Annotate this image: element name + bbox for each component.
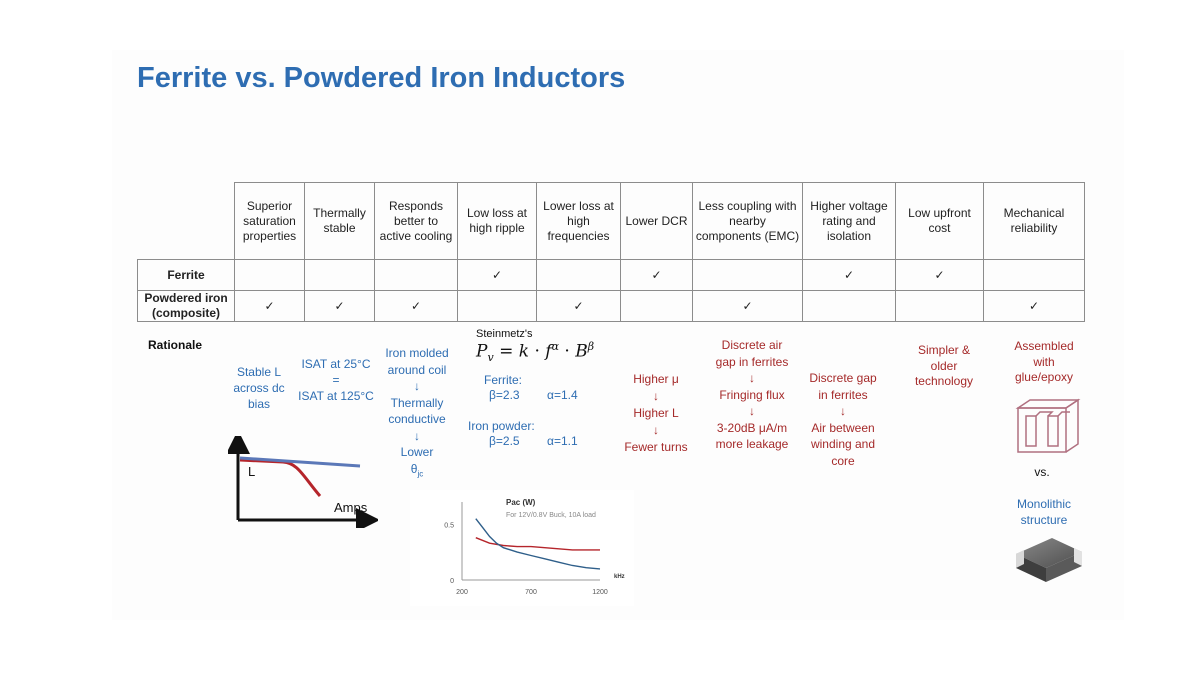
- ferrite-beta: β=2.3: [489, 388, 520, 402]
- table-header-cell: Thermally stable: [305, 183, 375, 260]
- arrow-down-icon: ↓: [840, 404, 846, 418]
- x-tick-label: 700: [525, 589, 537, 596]
- table-corner: [138, 183, 235, 260]
- check-cell: ✓: [621, 260, 693, 291]
- rationale-line: across dc: [233, 381, 285, 395]
- rationale-line: Fewer turns: [624, 440, 688, 454]
- check-cell: ✓: [235, 291, 305, 322]
- check-cell: [375, 260, 458, 291]
- rationale-thermal: [293, 356, 379, 404]
- table-header-cell: Superior saturation properties: [235, 183, 305, 260]
- check-cell: ✓: [984, 291, 1085, 322]
- rationale-line: Stable L: [236, 365, 282, 379]
- rationale-line: gap in ferrites: [715, 354, 789, 369]
- comparison-table: [137, 182, 1085, 322]
- table-header-cell: Lower DCR: [621, 183, 693, 260]
- check-cell: ✓: [803, 260, 896, 291]
- y-tick-label: 0: [450, 578, 454, 585]
- rationale-saturation: [226, 364, 292, 412]
- smd-inductor-icon: [1008, 532, 1088, 588]
- check-cell: [305, 260, 375, 291]
- rationale-line: structure: [1020, 513, 1068, 527]
- check-cell: ✓: [458, 260, 537, 291]
- rationale-heading: Rationale: [148, 338, 203, 352]
- rationale-line: 3-20dB μA/m: [716, 420, 788, 435]
- powder-beta: β=2.5: [489, 434, 520, 448]
- table-header-cell: Higher voltage rating and isolation: [803, 183, 896, 260]
- arrow-down-icon: ↓: [414, 428, 420, 443]
- arrow-down-icon: ↓: [653, 389, 659, 403]
- rationale-line: Higher μ: [633, 372, 679, 386]
- rationale-line: more leakage: [715, 437, 789, 451]
- ferrite-label: Ferrite:: [484, 373, 523, 387]
- theta-jc: $\theta_{jc}$: [410, 461, 424, 478]
- rationale-line: ISAT at 25°C: [301, 357, 371, 371]
- check-cell: [621, 291, 693, 322]
- arrow-down-icon: ↓: [414, 379, 420, 393]
- rationale-line: in ferrites: [818, 387, 868, 402]
- rationale-voltage: [800, 370, 886, 469]
- x-axis-unit: kHz: [614, 574, 625, 580]
- rationale-line: Air between: [811, 420, 875, 435]
- x-tick-label: 1200: [592, 589, 608, 596]
- rationale-line: Discrete air: [721, 338, 783, 352]
- rationale-line: core: [831, 453, 855, 468]
- rationale-line: Higher L: [633, 406, 679, 420]
- amps-axis-label: Amps: [334, 500, 368, 515]
- rationale-line: Thermally: [390, 395, 444, 410]
- check-cell: ✓: [537, 291, 621, 322]
- rationale-emc: [704, 337, 800, 453]
- row-label-powdered-iron: [138, 291, 235, 322]
- rationale-line: bias: [247, 397, 270, 411]
- check-cell: [693, 260, 803, 291]
- series-line-0: [476, 538, 600, 550]
- rationale-line: Simpler &: [917, 343, 970, 357]
- rationale-line: Lower: [400, 445, 434, 459]
- arrow-down-icon: ↓: [653, 423, 659, 437]
- rationale-line: Iron molded: [385, 346, 449, 360]
- rationale-line: with: [1033, 354, 1055, 369]
- rationale-line: Discrete gap: [809, 371, 877, 385]
- y-tick-label: 0.5: [444, 522, 454, 530]
- steinmetz-formula: $P_v = k \cdot f^\alpha \cdot B^\beta$: [476, 340, 595, 365]
- rationale-line: Assembled: [1014, 339, 1074, 353]
- table-row-ferrite: [138, 260, 1085, 291]
- vs-label: vs.: [1034, 465, 1050, 479]
- monolithic-label: [1000, 496, 1088, 528]
- check-cell: [235, 260, 305, 291]
- table-header-cell: Low loss at high ripple: [458, 183, 537, 260]
- table-row-powdered-iron: [138, 291, 1085, 322]
- rationale-line: conductive: [388, 412, 446, 426]
- page-title: Ferrite vs. Powdered Iron Inductors: [137, 62, 626, 94]
- check-cell: ✓: [896, 260, 984, 291]
- check-cell: ✓: [375, 291, 458, 322]
- arrow-down-icon: ↓: [749, 371, 755, 385]
- check-cell: [537, 260, 621, 291]
- ferrite-alpha: α=1.4: [547, 388, 578, 402]
- table-header-cell: Mechanical reliability: [984, 183, 1085, 260]
- rationale-line: older: [930, 358, 958, 373]
- table-header-cell: Responds better to active cooling: [375, 183, 458, 260]
- check-cell: ✓: [305, 291, 375, 322]
- row-label-ferrite: Ferrite: [138, 260, 235, 291]
- arrow-down-icon: ↓: [749, 404, 755, 418]
- steinmetz-label: Steinmetz's: [476, 328, 533, 340]
- table-header-row: [138, 183, 1085, 260]
- rationale-line: winding and: [810, 437, 876, 451]
- table-header-cell: Low upfront cost: [896, 183, 984, 260]
- pac-loss-chart: [410, 490, 634, 606]
- table-header-cell: Lower loss at high frequencies: [537, 183, 621, 260]
- rationale-line: Monolithic: [1016, 497, 1072, 511]
- inductance-vs-current-sketch: [228, 436, 378, 528]
- check-cell: [896, 291, 984, 322]
- rationale-mechanical: [1000, 339, 1088, 386]
- rationale-line: around coil: [387, 362, 447, 377]
- chart-subtitle: For 12V/0.8V Buck, 10A load: [506, 512, 596, 519]
- rationale-line: glue/epoxy: [1014, 370, 1074, 384]
- l-axis-label: L: [248, 464, 256, 479]
- check-cell: [458, 291, 537, 322]
- rationale-dcr: [615, 371, 697, 456]
- x-tick-label: 200: [456, 589, 468, 596]
- rationale-line: technology: [914, 374, 974, 388]
- rationale-cost: [901, 343, 987, 390]
- check-cell: [803, 291, 896, 322]
- powder-label: Iron powder:: [468, 419, 535, 433]
- row-label-line: (composite): [151, 306, 220, 320]
- check-cell: ✓: [693, 291, 803, 322]
- chart-title: Pac (W): [506, 498, 536, 507]
- rationale-line: Fringing flux: [719, 387, 785, 402]
- powder-alpha: α=1.1: [547, 434, 578, 448]
- rationale-line: ISAT at 125°C: [298, 389, 374, 403]
- e-core-icon: [1012, 398, 1084, 456]
- check-cell: [984, 260, 1085, 291]
- row-label-line: Powdered iron: [144, 291, 228, 305]
- table-header-cell: Less coupling with nearby components (EMC): [693, 183, 803, 260]
- rationale-cooling: [376, 345, 458, 482]
- rationale-line: =: [332, 373, 340, 387]
